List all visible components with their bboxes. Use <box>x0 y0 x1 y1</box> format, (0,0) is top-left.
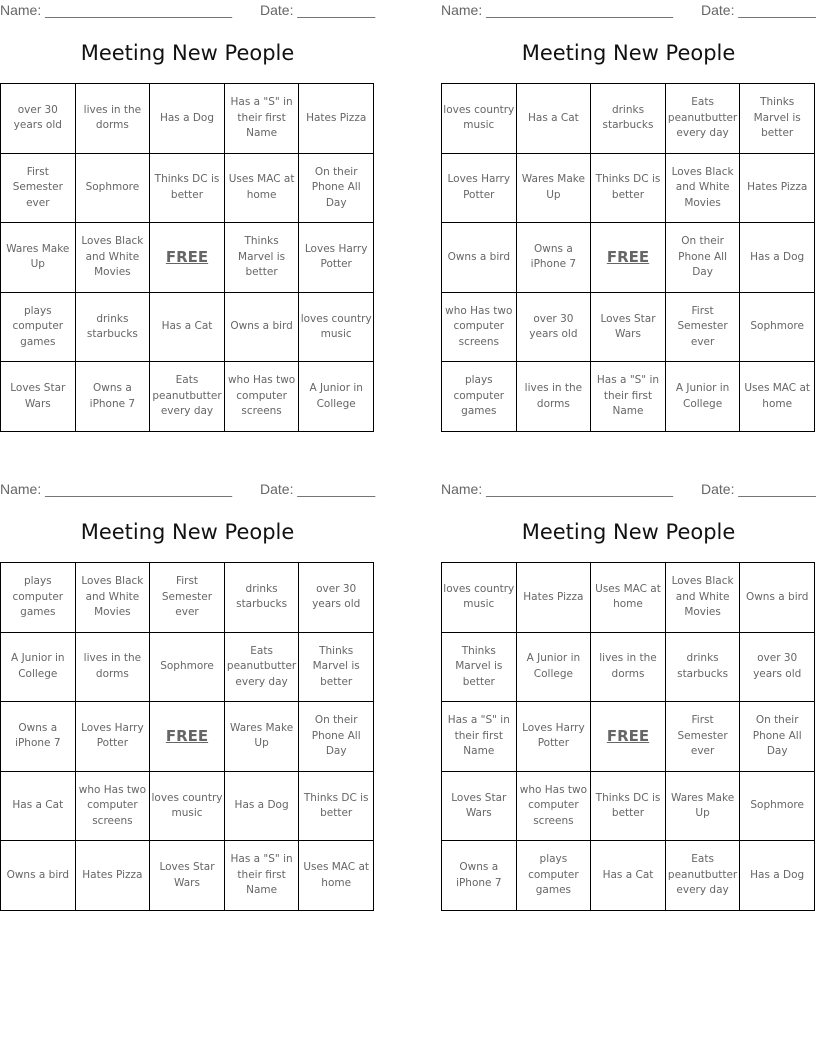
free-space-cell: FREE <box>150 223 225 293</box>
bingo-cell: loves country music <box>299 293 374 363</box>
bingo-cell: loves country music <box>150 772 225 842</box>
card-header <box>0 0 376 22</box>
bingo-cell: loves country music <box>442 84 517 154</box>
name-field-label: Name: ________________________ <box>0 481 232 497</box>
bingo-cell: Loves Black and White Movies <box>666 563 741 633</box>
bingo-cell: Has a Dog <box>150 84 225 154</box>
bingo-cell: Thinks DC is better <box>591 154 666 224</box>
bingo-card <box>0 479 376 919</box>
bingo-cell: Eats peanutbutter every day <box>225 633 300 703</box>
bingo-cell: First Semester ever <box>150 563 225 633</box>
bingo-cell: Owns a bird <box>740 563 815 633</box>
bingo-cell: First Semester ever <box>666 293 741 363</box>
card-title: Meeting New People <box>521 41 736 65</box>
bingo-cell: drinks starbucks <box>76 293 151 363</box>
bingo-cell: plays computer games <box>1 293 76 363</box>
bingo-cell: over 30 years old <box>299 563 374 633</box>
bingo-cell: plays computer games <box>517 841 592 911</box>
bingo-cell: lives in the dorms <box>76 633 151 703</box>
bingo-cell: Loves Harry Potter <box>299 223 374 293</box>
bingo-cell: Hates Pizza <box>740 154 815 224</box>
bingo-cell: lives in the dorms <box>591 633 666 703</box>
bingo-cell: Loves Star Wars <box>150 841 225 911</box>
bingo-cell: Loves Black and White Movies <box>76 563 151 633</box>
bingo-grid <box>0 83 374 432</box>
bingo-cell: Wares Make Up <box>225 702 300 772</box>
bingo-cell: Uses MAC at home <box>740 362 815 432</box>
bingo-cell: On their Phone All Day <box>740 702 815 772</box>
bingo-grid <box>441 83 815 432</box>
bingo-cell: On their Phone All Day <box>299 702 374 772</box>
date-field-label: Date: __________ <box>260 481 376 497</box>
bingo-cell: Loves Harry Potter <box>517 702 592 772</box>
bingo-cell: Hates Pizza <box>299 84 374 154</box>
bingo-cell: Sophmore <box>150 633 225 703</box>
bingo-cell: First Semester ever <box>666 702 741 772</box>
card-header <box>441 0 816 22</box>
free-space-cell: FREE <box>150 702 225 772</box>
bingo-cell: Has a Dog <box>740 841 815 911</box>
bingo-cell: Has a "S" in their first Name <box>442 702 517 772</box>
bingo-cell: plays computer games <box>1 563 76 633</box>
bingo-cell: A Junior in College <box>666 362 741 432</box>
card-title: Meeting New People <box>80 520 295 544</box>
bingo-cell: who Has two computer screens <box>225 362 300 432</box>
bingo-cell: Owns a bird <box>1 841 76 911</box>
bingo-cell: Owns a iPhone 7 <box>1 702 76 772</box>
bingo-cell: Loves Star Wars <box>1 362 76 432</box>
bingo-cell: Loves Star Wars <box>591 293 666 363</box>
bingo-cell: Owns a bird <box>442 223 517 293</box>
bingo-cell: Wares Make Up <box>517 154 592 224</box>
bingo-cell: Thinks Marvel is better <box>442 633 517 703</box>
bingo-cell: Loves Harry Potter <box>442 154 517 224</box>
card-title: Meeting New People <box>80 41 295 65</box>
bingo-cell: Has a Cat <box>591 841 666 911</box>
bingo-cell: A Junior in College <box>1 633 76 703</box>
bingo-cell: Has a Cat <box>517 84 592 154</box>
bingo-cell: Has a "S" in their first Name <box>591 362 666 432</box>
bingo-cell: plays computer games <box>442 362 517 432</box>
card-title: Meeting New People <box>521 520 736 544</box>
bingo-cell: drinks starbucks <box>666 633 741 703</box>
bingo-cell: Owns a iPhone 7 <box>517 223 592 293</box>
bingo-cell: Has a Cat <box>150 293 225 363</box>
bingo-cell: Thinks Marvel is better <box>740 84 815 154</box>
date-field-label: Date: __________ <box>701 481 816 497</box>
bingo-cell: Has a "S" in their first Name <box>225 841 300 911</box>
bingo-cell: Thinks DC is better <box>299 772 374 842</box>
bingo-cell: Uses MAC at home <box>225 154 300 224</box>
bingo-cell: over 30 years old <box>1 84 76 154</box>
bingo-cell: who Has two computer screens <box>517 772 592 842</box>
bingo-cell: drinks starbucks <box>225 563 300 633</box>
card-header <box>0 479 376 501</box>
bingo-cell: Wares Make Up <box>1 223 76 293</box>
bingo-cell: Has a Cat <box>1 772 76 842</box>
bingo-cell: Has a "S" in their first Name <box>225 84 300 154</box>
bingo-cell: loves country music <box>442 563 517 633</box>
bingo-grid <box>0 562 374 911</box>
bingo-cell: Sophmore <box>740 293 815 363</box>
bingo-cell: over 30 years old <box>740 633 815 703</box>
bingo-cell: Hates Pizza <box>76 841 151 911</box>
bingo-cell: Thinks DC is better <box>150 154 225 224</box>
bingo-cell: Eats peanutbutter every day <box>666 841 741 911</box>
bingo-cell: A Junior in College <box>517 633 592 703</box>
bingo-cell: Has a Dog <box>740 223 815 293</box>
bingo-cell: On their Phone All Day <box>666 223 741 293</box>
free-space-cell: FREE <box>591 702 666 772</box>
bingo-cell: On their Phone All Day <box>299 154 374 224</box>
bingo-cell: Owns a bird <box>225 293 300 363</box>
bingo-cell: Loves Black and White Movies <box>76 223 151 293</box>
bingo-card <box>0 0 376 440</box>
bingo-cell: who Has two computer screens <box>76 772 151 842</box>
bingo-cell: Eats peanutbutter every day <box>150 362 225 432</box>
bingo-cell: Wares Make Up <box>666 772 741 842</box>
bingo-cell: Sophmore <box>76 154 151 224</box>
bingo-cell: Owns a iPhone 7 <box>76 362 151 432</box>
bingo-cell: Loves Black and White Movies <box>666 154 741 224</box>
bingo-grid <box>441 562 815 911</box>
name-field-label: Name: ________________________ <box>0 2 232 18</box>
free-space-cell: FREE <box>591 223 666 293</box>
bingo-card <box>441 0 816 440</box>
bingo-cell: lives in the dorms <box>76 84 151 154</box>
bingo-card <box>441 479 816 919</box>
bingo-cell: Loves Star Wars <box>442 772 517 842</box>
bingo-cell: Loves Harry Potter <box>76 702 151 772</box>
bingo-cell: First Semester ever <box>1 154 76 224</box>
bingo-cell: A Junior in College <box>299 362 374 432</box>
bingo-cell: Thinks Marvel is better <box>225 223 300 293</box>
bingo-cell: Hates Pizza <box>517 563 592 633</box>
date-field-label: Date: __________ <box>260 2 376 18</box>
card-header <box>441 479 816 501</box>
bingo-cell: over 30 years old <box>517 293 592 363</box>
bingo-cell: Has a Dog <box>225 772 300 842</box>
name-field-label: Name: ________________________ <box>441 2 673 18</box>
bingo-cell: drinks starbucks <box>591 84 666 154</box>
bingo-cell: Owns a iPhone 7 <box>442 841 517 911</box>
bingo-cell: Uses MAC at home <box>299 841 374 911</box>
bingo-cell: who Has two computer screens <box>442 293 517 363</box>
date-field-label: Date: __________ <box>701 2 816 18</box>
name-field-label: Name: ________________________ <box>441 481 673 497</box>
bingo-cell: Uses MAC at home <box>591 563 666 633</box>
bingo-cell: lives in the dorms <box>517 362 592 432</box>
bingo-cell: Eats peanutbutter every day <box>666 84 741 154</box>
bingo-cell: Sophmore <box>740 772 815 842</box>
bingo-cell: Thinks Marvel is better <box>299 633 374 703</box>
bingo-cell: Thinks DC is better <box>591 772 666 842</box>
